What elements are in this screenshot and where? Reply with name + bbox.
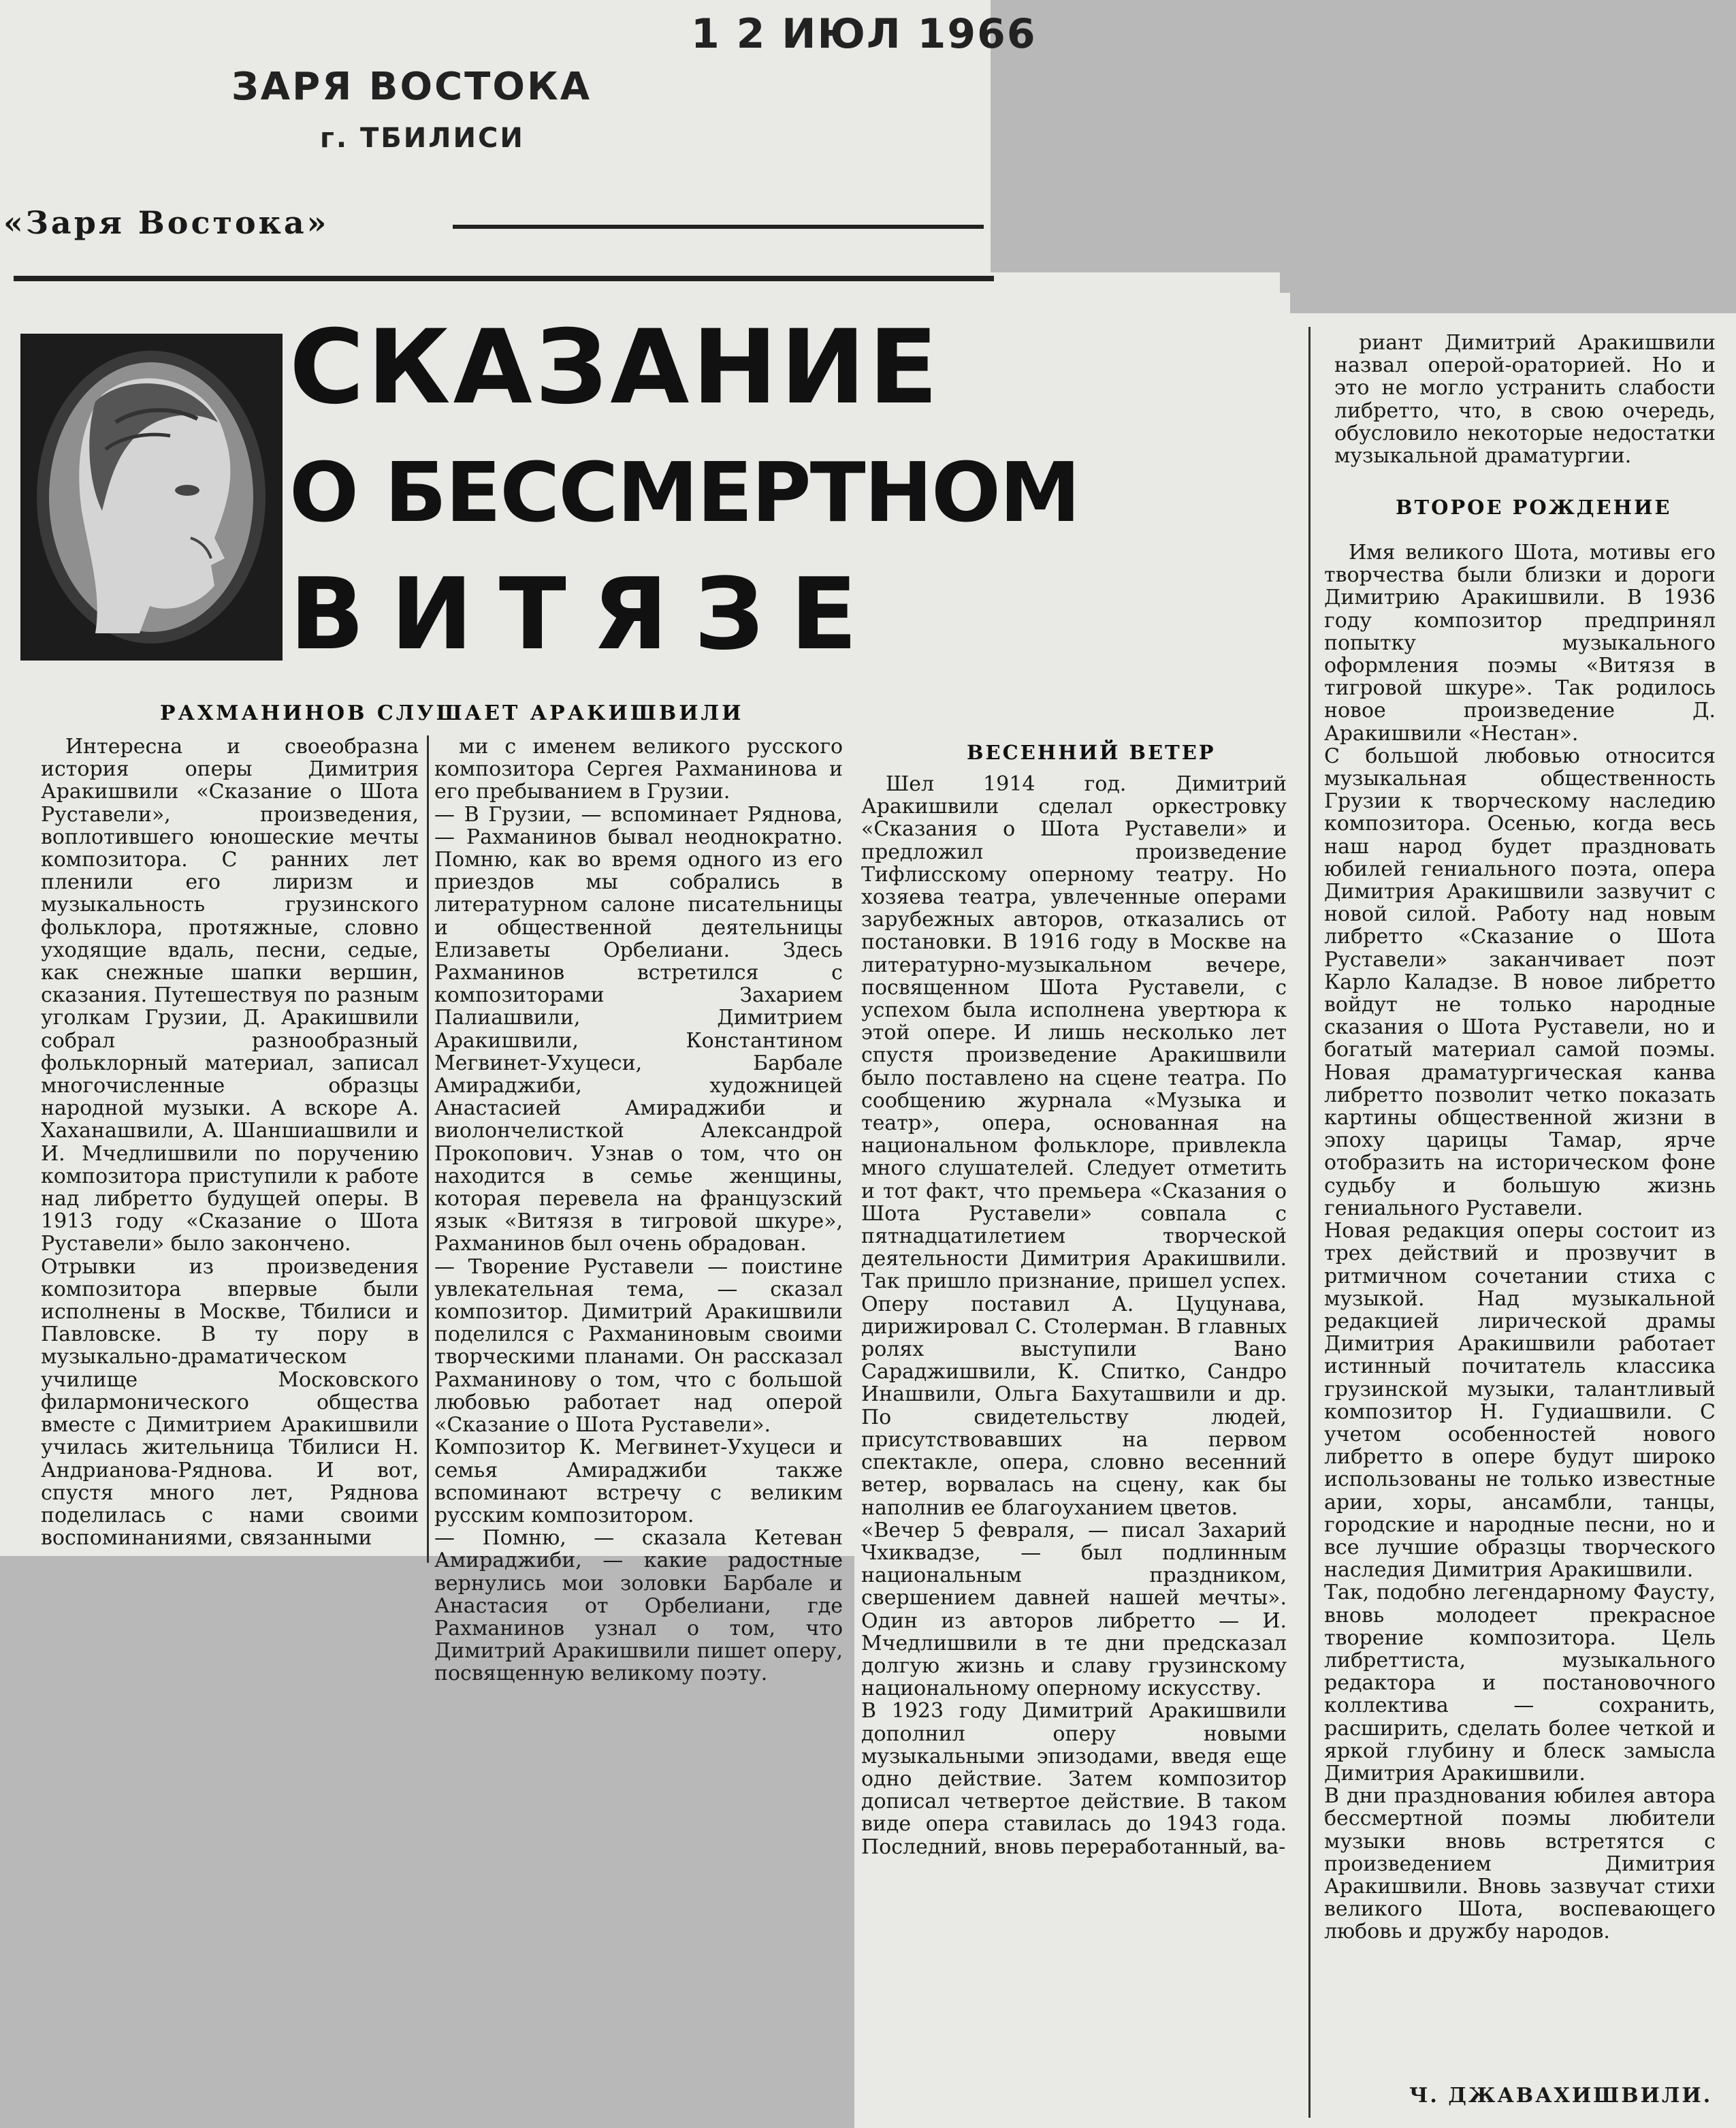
top-border-rule (14, 276, 994, 281)
subhead-second-birth: ВТОРОЕ РОЖДЕНИЕ (1396, 496, 1672, 519)
paper-name-stamp: ЗАРЯ ВОСТОКА (231, 65, 592, 109)
date-stamp: 1 2 ИЮЛ 1966 (691, 10, 1037, 58)
article-column-2: ми с именем великого русского композитора Сергея Рахманинова и его пребыванием в Грузии. — В Грузии, — вспоминает Ряднова, — Рахманинов бывал неоднократно. Помню, как во время одного из его приездов мы собрались в литературном салоне писательницы и общественной деятельницы Елизаветы Орбелиани. Здесь Рахманинов встретился с композиторами Захарием Палиашвили, Димитрием Аракишвили, Константином Мегвинет-Ухуцеси, Барбале Амираджиби, художницей Анастасией Амираджиби и виолончелисткой Александрой Прокопович. Узнав о том, что он находится в семье женщины, которая перевела на французский язык «Витязя в тигровой шкуре», Рахманинов был очень обрадован. — Творение Руставели — поистине увлекательная тема, — сказал композитор. Димитрий Аракишвили поделился с Рахманиновым своими творческими планами. Он рассказал Рахманинову о том, что с большой любовью работает над оперой «Сказание о Шота Руставели». Композитор К. Мегвинет-Ухуцеси и семья Амираджиби также вспоминают встречу с великим русским композитором. — Помню, — сказала Кетеван Амираджиби, — какие радостные вернулись мои золовки Барбале и Анастасия от Орбелиани, где Рахманинов узнал о том, что Димитрий Аракишвили пишет оперу, посвященную великому поэту. (434, 735, 843, 1686)
author-signature: Ч. ДЖАВАХИШВИЛИ. (1409, 2084, 1713, 2108)
subhead-spring-wind: ВЕСЕННИЙ ВЕТЕР (967, 741, 1216, 764)
portrait-image (20, 334, 283, 661)
source-rule (453, 225, 984, 229)
city-stamp: г. ТБИЛИСИ (320, 123, 525, 154)
article-column-4-top: риант Димитрий Аракишвили назвал оперой-ораторией. Но и это не могло устранить слабости либретто, что, в свою очередь, обусловило некоторые недостатки музыкальной драматургии. (1334, 331, 1716, 469)
subhead-rachmaninov: РАХМАНИНОВ СЛУШАЕТ АРАКИШВИЛИ (160, 701, 744, 725)
article-column-1: Интересна и своеобразна история оперы Димитрия Аракишвили «Сказание о Шота Руставели», произведения, воплотившего юношеские мечты композитора. С ранних лет пленили его лиризм и музыкальность грузинского фольклора, протяжные, словно уходящие вдаль, песни, седые, как снежные шапки вершин, сказания. Путешествуя по разным уголкам Грузии, Д. Аракишвили собрал разнообразный фольклорный материал, записал многочисленные образцы народной музыки. А вскоре А. Хаханашвили, А. Шаншиашвили и И. Мчедлишвили по поручению композитора приступили к работе над либретто будущей оперы. В 1913 году «Сказание о Шота Руставели» было закончено. Отрывки из произведения композитора впервые были исполнены в Москве, Тбилиси и Павловске. В ту пору в музыкально-драматическом училище Московского филармонического общества вместе с Димитрием Аракишвили училась жительница Тбилиси Н. Андрианова-Ряднова. И вот, спустя много лет, Ряднова поделилась с нами своими воспоминаниями, связанными (41, 735, 419, 1551)
source-label: «Заря Востока» (3, 204, 329, 241)
headline-line-2: О БЕССМЕРТНОМ (289, 446, 1080, 541)
headline-line-3: ВИТЯЗЕ (289, 557, 884, 672)
headline-line-1: СКАЗАНИЕ (289, 308, 941, 427)
article-column-3: Шел 1914 год. Димитрий Аракишвили сделал оркестровку «Сказания о Шота Руставели» и предложил произведение Тифлисскому оперному театру. Но хозяева театра, увлеченные операми зарубежных авторов, отказались от постановки. В 1916 году в Москве на литературно-музыкальном вечере, посвященном Шота Руставели, с успехом была исполнена увертюра к этой опере. И лишь несколько лет спустя произведение Аракишвили было поставлено на сцене театра. По сообщению журнала «Музыка и театр», опера, основанная на национальном фольклоре, привлекла много слушателей. Следует отметить и тот факт, что премьера «Сказания о Шота Руставели» совпала с пятнадцатилетием творческой деятельности Димитрия Аракишвили. Так пришло признание, пришел успех. Оперу поставил А. Цуцунава, дирижировал С. Столерман. В главных ролях выступили Вано Сараджишвили, К. Спитко, Сандро Инашвили, Ольга Бахуташвили и др. По свидетельству людей, присутствовавших на первом спектакле, опера, словно весенний ветер, ворвалась на сцену, как бы наполнив ее благоуханием цветов. «Вечер 5 февраля, — писал Захарий Чхиквадзе, — был подлинным национальным праздником, свершением давней нашей мечты». Один из авторов либретто — И. Мчедлишвили в те дни предсказал долгую жизнь и славу грузинскому национальному оперному искусству. В 1923 году Димитрий Аракишвили дополнил оперу новыми музыкальными эпизодами, введя еще одно действие. Затем композитор дописал четвертое действие. В таком виде опера ставилась до 1943 года. Последний, вновь переработанный, ва- (861, 772, 1287, 1859)
column-rule (1308, 327, 1311, 2118)
article-column-4: Имя великого Шота, мотивы его творчества были близки и дороги Димитрию Аракишвили. В 1936 году композитор предпринял попытку музыкального оформления поэмы «Витязя в тигровой шкуре». Так родилось новое произведение Д. Аракишвили «Нестан». С большой любовью относится музыкальная общественность Грузии к творческому наследию композитора. Осенью, когда весь наш народ будет праздновать юбилей гениального поэта, опера Димитрия Аракишвили зазвучит с новой силой. Работу над новым либретто «Сказание о Шота Руставели» заканчивает поэт Карло Каладзе. В новое либретто войдут не только народные сказания о Шота Руставели, но и богатый материал самой поэмы. Новая драматургическая канва либретто позволит четко показать картины общественной жизни в эпоху царицы Тамар, ярче отобразить на историческом фоне судьбу и большую жизнь гениального Руставели. Новая редакция оперы состоит из трех действий и прозвучит в ритмичном сочетании стиха с музыкой. Над музыкальной редакцией лирической драмы Димитрия Аракишвили работает истинный почитатель классика грузинской музыки, талантливый композитор Н. Гудиашвили. С учетом особенностей нового либретто в опере будут широко использованы не только известные арии, хоры, ансамбли, танцы, городские и народные песни, но и все лучшие образцы творческого наследия Димитрия Аракишвили. Так, подобно легендарному Фаусту, вновь молодеет прекрасное творение композитора. Цель либреттиста, музыкального редактора и постановочного коллектива — сохранить, расширить, сделать более четкой и яркой глубину и блеск замысла Димитрия Аракишвили. В дни празднования юбилея автора бессмертной поэмы любители музыки вновь встретятся с произведением Димитрия Аракишвили. Вновь зазвучат стихи великого Шота, воспевающего любовь и дружбу народов. (1324, 541, 1716, 1944)
column-rule (427, 735, 429, 1563)
